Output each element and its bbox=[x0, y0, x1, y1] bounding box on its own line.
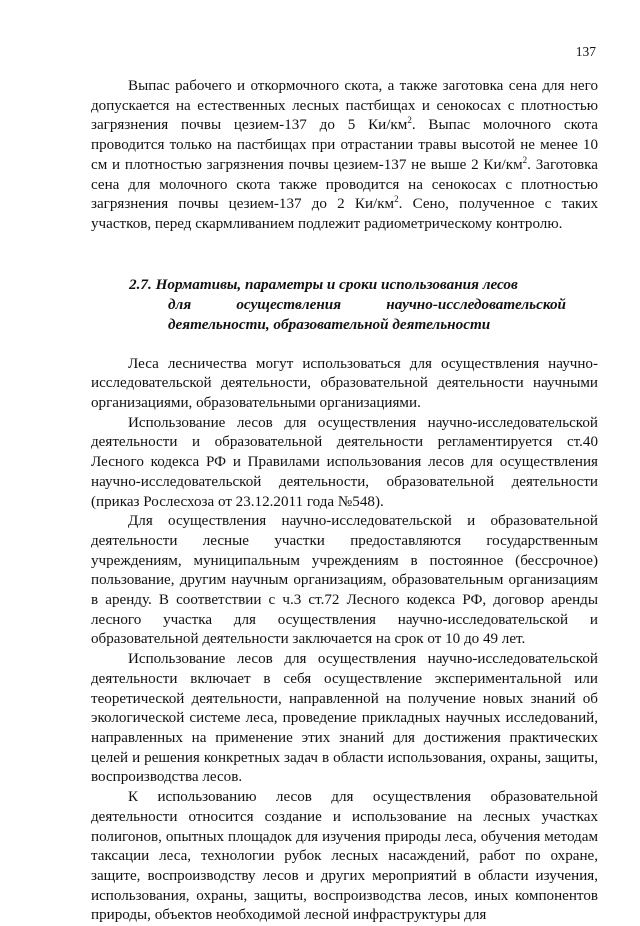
body-paragraph: Использование лесов для осуществления научно-исследовательской деятельности включает в себя осуществление экспериментальной или теоретической деятельности, направленной на получение новых знаний об экологической системе леса, проведение прикладных научных исследований, направленных на применение этих знаний для достижения практических целей и решения конкретных задач в области использования, охраны, защиты, воспроизводства лесов. bbox=[91, 651, 598, 786]
intro-text-part-2: . Выпас молочного скота проводится только на пастбищах при отрастании травы высотой не менее 10 см и плотностью загрязнения почвы цезием-137 не выше 2 Ки/км bbox=[91, 117, 598, 173]
intro-text-part-3: . Заготовка сена для молочного скота также проводится на сенокосах с плотностью загрязнения почвы цезием-137 до 2 Ки/км bbox=[91, 156, 598, 213]
intro-paragraph bbox=[91, 77, 598, 235]
superscript-2: 2 bbox=[522, 154, 528, 165]
body-paragraph: К использованию лесов для осуществления образовательной деятельности относится создание и использование на лесных участках полигонов, опытных площадок для изучения природы леса, обучения методам таксации леса, технологии рубок лесных насаждений, работ по охране, защите, воспроизводству лесов и других мероприятий в области изучения, использования, охраны, защиты, воспроизводства лесов, иных компонентов природы, объектов необходимой лесной инфраструктуры для bbox=[91, 789, 598, 924]
superscript-2: 2 bbox=[407, 115, 412, 126]
superscript-2: 2 bbox=[394, 194, 399, 205]
body-paragraph: Для осуществления научно-исследовательской и образовательной деятельности лесные участки предоставляются государственным учреждениям, муниципальным учреждениям в постоянное (бессрочное) пользование, другим научным организациям, образовательным организациям в аренду. В соответствии с ч.3 ст.72 Лесного кодекса РФ, договор аренды лесного участка для осуществления научно-исследовательской и образовательной деятельности заключается на срок от 10 до 49 лет. bbox=[91, 513, 598, 648]
body-paragraph: Использование лесов для осуществления научно-исследовательской деятельности и образовательной деятельности регламентируется ст.40 Лесного кодекса РФ и Правилами использования лесов для осуществления научно-исследовательской деятельности, образовательной деятельности (приказ Рослесхоза от 23.12.2011 года №548). bbox=[91, 414, 598, 510]
document-body bbox=[91, 77, 598, 926]
section-heading-line-1: 2.7. Нормативы, параметры и сроки использования лесов bbox=[129, 275, 518, 293]
intro-text-part-4: . Сено, полученное с таких участков, перед скармливанием подлежит радиометрическому контролю. bbox=[91, 196, 599, 232]
intro-text-part-1: Выпас рабочего и откормочного скота, а также заготовка сена для него допускается на естественных лесных пастбищах и сенокосах с плотностью загрязнения почвы цезием-137 до 5 Ки/км bbox=[91, 78, 598, 134]
section-heading-line-3: деятельности, образовательной деятельности bbox=[168, 315, 491, 333]
body-paragraph: Леса лесничества могут использоваться для осуществления научно-исследовательской деятельности, образовательной деятельности научными организациями, образовательными организациями. bbox=[91, 355, 598, 412]
page-number: 137 bbox=[575, 44, 596, 59]
section-heading bbox=[91, 275, 598, 335]
section-heading-line-2: для осуществления научно-исследовательской bbox=[168, 295, 566, 313]
